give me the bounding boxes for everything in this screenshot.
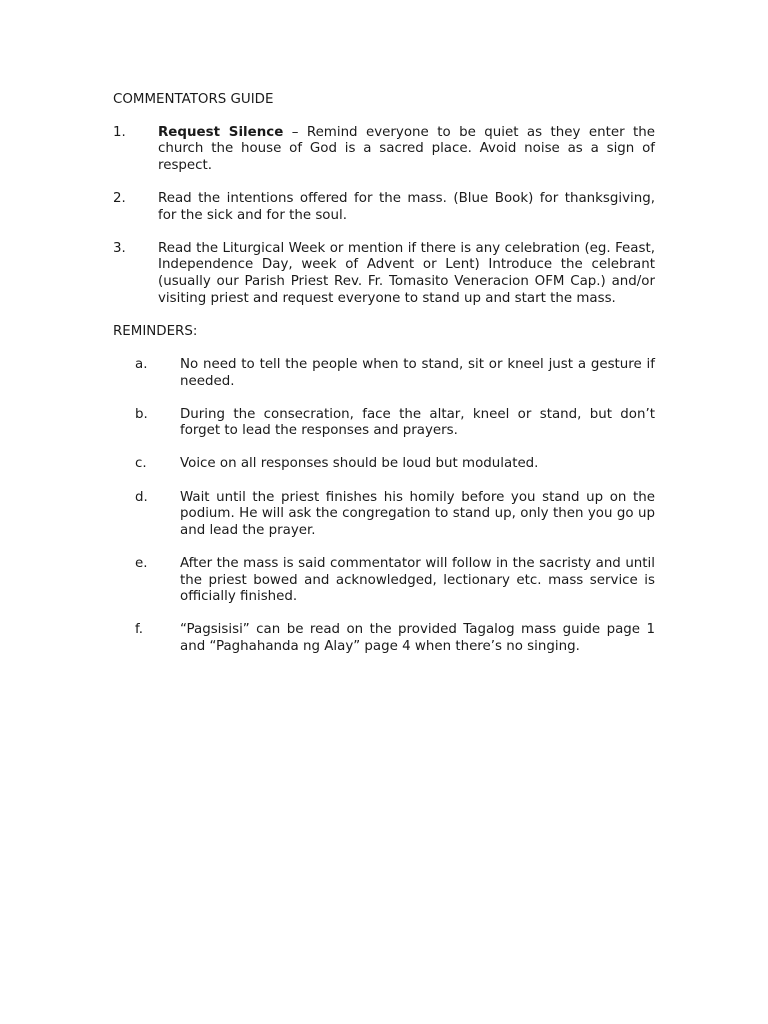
reminder-letter: d.	[135, 489, 148, 505]
step-item	[113, 191, 655, 224]
reminders-heading: REMINDERS:	[113, 323, 198, 339]
document-title: COMMENTATORS GUIDE	[113, 92, 274, 107]
reminder-text: After the mass is said commentator will follow in the sacristy and until the priest bowed and acknowledged, lectionary etc. mass service is officially finished.	[180, 556, 655, 605]
reminder-letter: e.	[135, 556, 148, 572]
step-item	[113, 241, 655, 307]
step-number: 3.	[113, 240, 126, 256]
steps-list	[113, 125, 655, 308]
reminder-letter: f.	[135, 622, 143, 638]
reminder-item	[113, 556, 655, 606]
reminder-text: During the consecration, face the altar, kneel or stand, but don’t forget to lead the responses and prayers.	[180, 406, 655, 439]
reminder-letter: b.	[135, 406, 148, 422]
reminder-text: Wait until the priest finishes his homily before you stand up on the podium. He will ask the congregation to stand up, only then you go up and lead the prayer.	[180, 489, 655, 538]
reminder-letter: a.	[135, 356, 148, 372]
reminder-item	[113, 456, 655, 473]
reminder-text: Voice on all responses should be loud but modulated.	[180, 456, 539, 472]
reminder-item	[113, 407, 655, 440]
document-page	[113, 92, 655, 672]
step-number: 2.	[113, 190, 126, 206]
step-body: Read the Liturgical Week or mention if there is any celebration (eg. Feast, Independence Day, week of Advent or Lent) Introduce the celebrant (usually our Parish Priest Rev. Fr. Tomasito Veneracion OFM Cap.) and/or visiting priest and request everyone to stand up and start the mass.	[158, 240, 655, 306]
step-text	[158, 241, 655, 307]
reminders-list	[113, 357, 655, 656]
reminder-item	[113, 357, 655, 390]
reminder-text: “Pagsisisi” can be read on the provided Tagalog mass guide page 1 and “Paghahanda ng Alay” page 4 when there’s no singing.	[180, 622, 655, 654]
step-body: Read the intentions offered for the mass. (Blue Book) for thanksgiving, for the sick and for the soul.	[158, 190, 655, 223]
reminder-text: No need to tell the people when to stand, sit or kneel just a gesture if needed.	[180, 356, 655, 389]
step-item	[113, 125, 655, 175]
reminder-item	[113, 622, 655, 655]
step-text	[158, 125, 655, 175]
step-lead: Request Silence	[158, 124, 284, 140]
step-number: 1.	[113, 124, 126, 140]
reminder-item	[113, 490, 655, 540]
step-body: – Remind everyone to be quiet as they enter the church the house of God is a sacred place. Avoid noise as a sign of respect.	[158, 124, 655, 173]
reminder-letter: c.	[135, 456, 147, 472]
step-text	[158, 191, 655, 224]
